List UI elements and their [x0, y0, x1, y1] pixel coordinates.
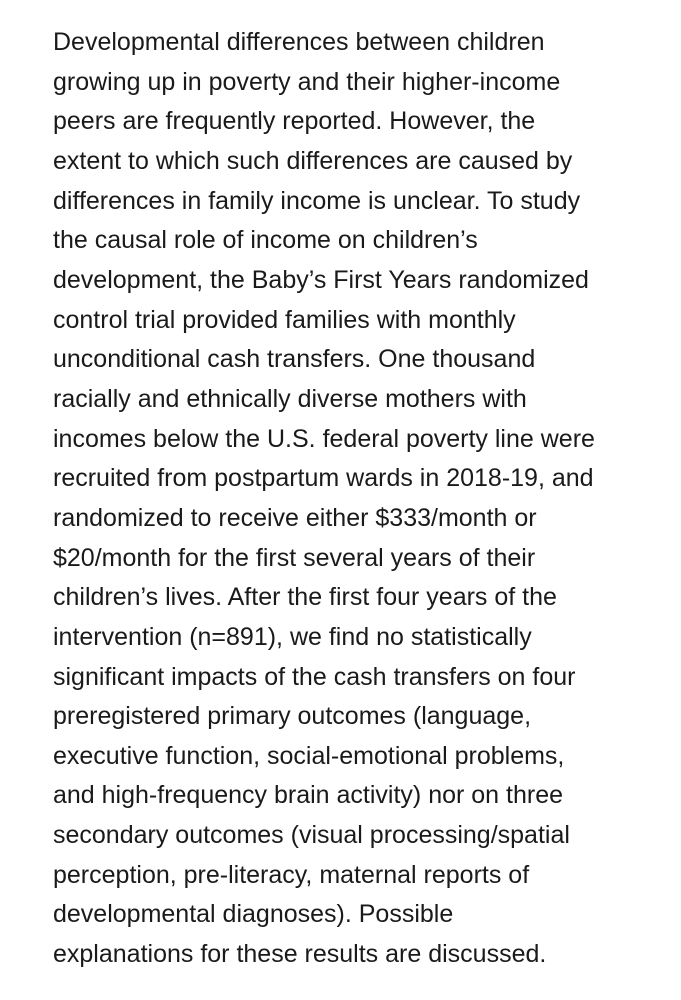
- text-line: racially and ethnically diverse mothers with: [53, 384, 527, 413]
- text-line: developmental diagnoses). Possible: [53, 900, 454, 929]
- text-line: executive function, social-emotional problems,: [53, 741, 565, 770]
- text-line: explanations for these results are discussed.: [53, 940, 547, 969]
- text-line: development, the Baby’s First Years randomized: [53, 265, 589, 294]
- text-line: recruited from postpartum wards in 2018-19, and: [53, 464, 594, 493]
- text-line: and high-frequency brain activity) nor on three: [53, 781, 564, 810]
- text-line: significant impacts of the cash transfers on four: [53, 662, 576, 691]
- text-line: growing up in poverty and their higher-income: [53, 67, 561, 96]
- text-line: perception, pre-literacy, maternal reports of: [53, 860, 530, 889]
- text-line: the causal role of income on children’s: [53, 226, 478, 255]
- text-line: control trial provided families with monthly: [53, 305, 516, 334]
- text-line: preregistered primary outcomes (language,: [53, 702, 532, 731]
- text-line: $20/month for the first several years of their: [53, 543, 536, 572]
- text-line: unconditional cash transfers. One thousand: [53, 345, 536, 374]
- text-line: randomized to receive either $333/month or: [53, 503, 537, 532]
- text-line: incomes below the U.S. federal poverty line were: [53, 424, 595, 453]
- text-line: intervention (n=891), we find no statistically: [53, 622, 532, 651]
- text-line: secondary outcomes (visual processing/spatial: [53, 821, 570, 850]
- text-line: differences in family income is unclear. To study: [53, 186, 581, 215]
- text-line: children’s lives. After the first four years of the: [53, 583, 557, 612]
- text-line: extent to which such differences are caused by: [53, 146, 573, 175]
- text-line: peers are frequently reported. However, the: [53, 107, 536, 136]
- abstract-paragraph: [53, 23, 673, 975]
- text-line: Developmental differences between children: [53, 28, 545, 56]
